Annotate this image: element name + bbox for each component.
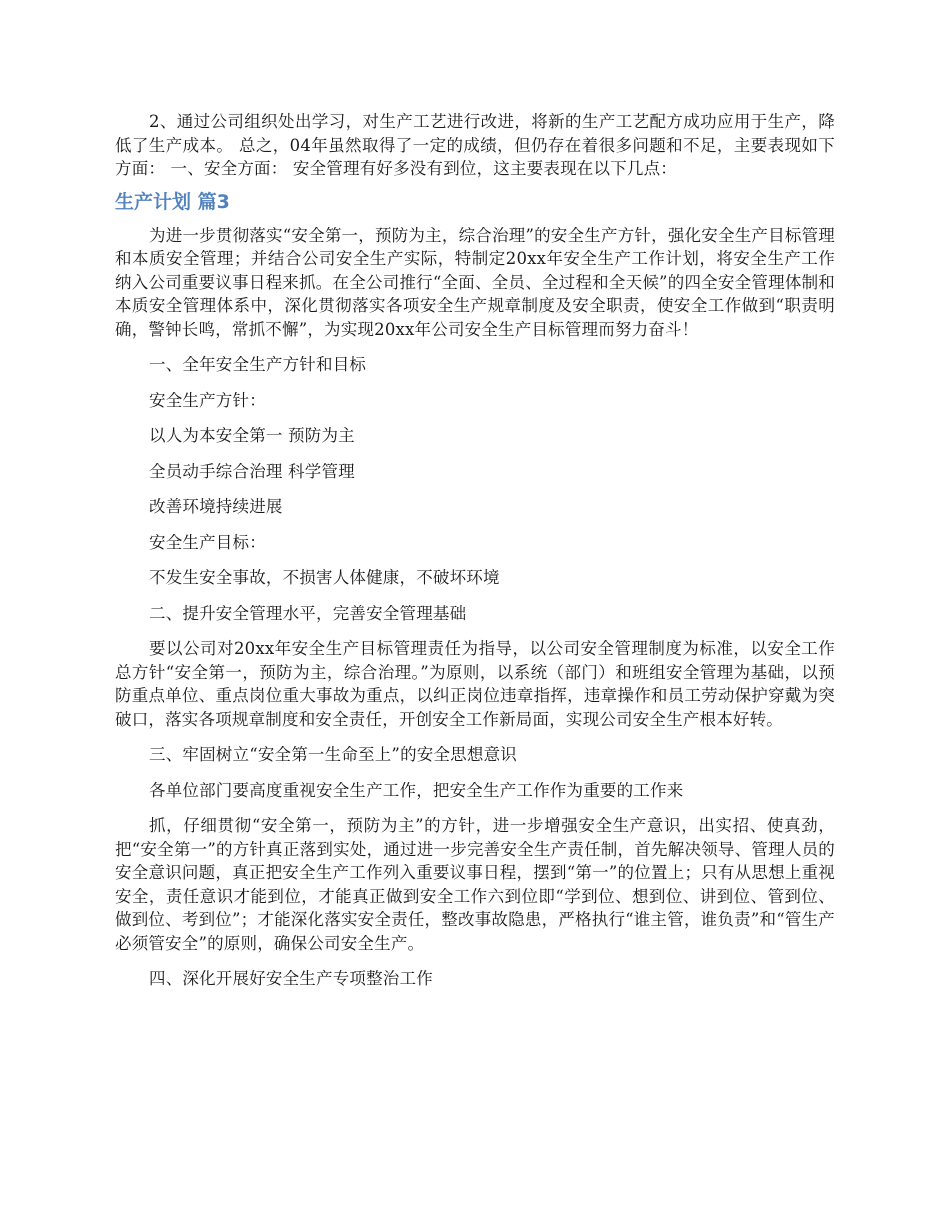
- section-title-4: 四、深化开展好安全生产专项整治工作: [149, 969, 433, 988]
- policy-line-3: 改善环境持续进展: [149, 497, 283, 516]
- policy-line-2: 全员动手综合治理 科学管理: [149, 461, 355, 481]
- policy-line-1: 以人为本安全第一 预防为主: [149, 426, 355, 445]
- document-page: [115, 110, 835, 991]
- section-title-3: 三、牢固树立“安全第一生命至上”的安全思想意识: [149, 745, 517, 764]
- paragraph-implementation: 抓，仔细贯彻“安全第一，预防为主”的方针，进一步增强安全生产意识，出实招、使真劲，把“安全第一”的方针真正落到实处，通过进一步完善安全生产责任制，首先解决领导、管理人员的安全意识问题，真正把安全生产工作列入重要议事日程，摆到“第一”的位置上；只有从思想上重视安全，责任意识才能到位，才能真正做到安全工作六到位即“学到位、想到位、讲到位、管到位、做到位、考到位”；才能深化落实安全责任，整改事故隐患，严格执行“谁主管，谁负责”和“管生产必须管安全”的原则，确保公司安全生产。: [115, 816, 835, 953]
- section-heading: 生产计划 篇3: [115, 190, 230, 213]
- goal-line: 不发生安全事故，不损害人体健康，不破坏环境: [149, 568, 500, 587]
- section-title-2: 二、提升安全管理水平，完善安全管理基础: [149, 603, 467, 623]
- goal-label: 安全生产目标：: [149, 532, 266, 552]
- intro-paragraph: 2、通过公司组织处出学习，对生产工艺进行改进，将新的生产工艺配方成功应用于生产，降低了生产成本。 总之，04年虽然取得了一定的成绩，但仍存在着很多问题和不足，主要表现如下方面： 一、安全方面： 安全管理有好多没有到位，这主要表现在以下几点：: [115, 112, 835, 178]
- policy-label: 安全生产方针：: [149, 390, 266, 410]
- paragraph-management: 要以公司对20xx年安全生产目标管理责任为指导，以公司安全管理制度为标准，以安全工作总方针“安全第一，预防为主，综合治理。”为原则，以系统（部门）和班组安全管理为基础，以预防重点单位、重点岗位重大事故为重点，以纠正岗位违章指挥，违章操作和员工劳动保护穿戴为突破口，落实各项规章制度和安全责任，开创安全工作新局面，实现公司安全生产根本好转。: [115, 639, 835, 729]
- paragraph-intro-plan: 为进一步贯彻落实“安全第一，预防为主，综合治理”的安全生产方针，强化安全生产目标管理和本质安全管理；并结合公司安全生产实际，特制定20xx年安全生产工作计划，将安全生产工作纳入公司重要议事日程来抓。在全公司推行“全面、全员、全过程和全天候”的四全安全管理体制和本质安全管理体系中，深化贯彻落实各项安全生产规章制度及安全职责，使安全工作做到“职责明确，警钟长鸣，常抓不懈”，为实现20xx年公司安全生产目标管理而努力奋斗！: [115, 225, 835, 339]
- section-title-1: 一、全年安全生产方针和目标: [149, 355, 367, 374]
- paragraph-departments: 各单位部门要高度重视安全生产工作，把安全生产工作作为重要的工作来: [149, 780, 684, 800]
